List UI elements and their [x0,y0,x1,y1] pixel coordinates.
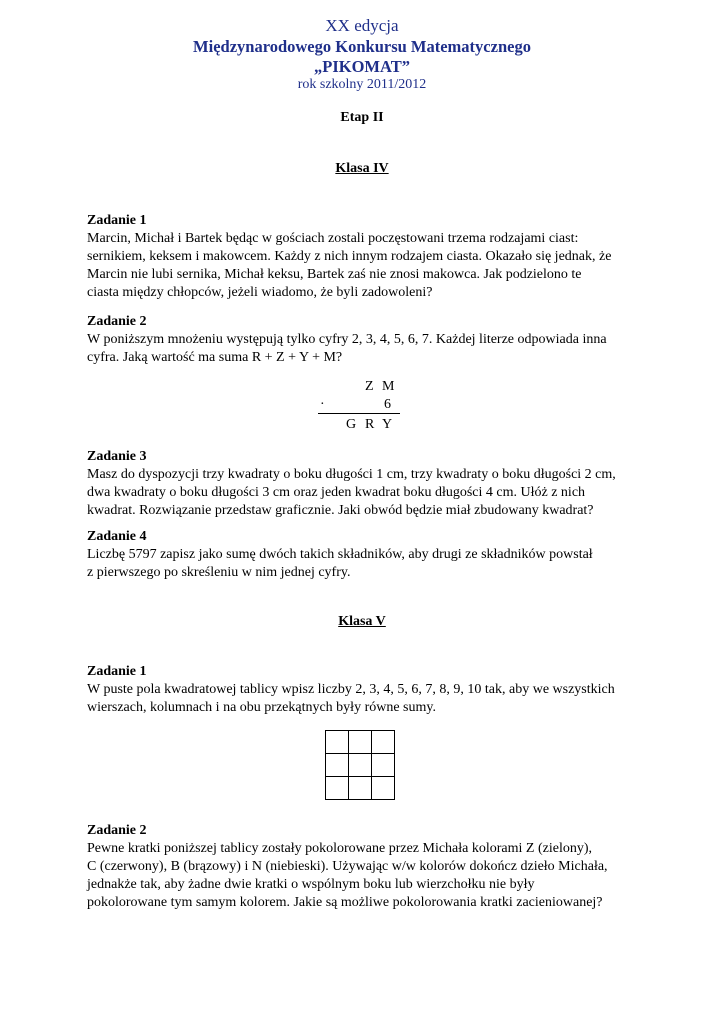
grid-cell [372,777,395,800]
task-line: Marcin, Michał i Bartek będąc w gościach zostali poczęstowani trzema rodzajami ciast: [87,231,579,246]
task-line: z pierwszego po skreśleniu w nim jednej cyfry. [87,565,351,580]
school-year: rok szkolny 2011/2012 [297,77,427,92]
task-line: jednakże tak, aby żadne dwie kratki o wspólnym boku lub wierzchołku nie były [87,877,535,892]
grid-cell [326,731,349,754]
class5-task2 [87,822,647,912]
class4-task2 [87,313,647,367]
contest-title: Międzynarodowego Konkursu Matematycznego [193,37,531,56]
task-line: Marcin nie lubi sernika, Michał keksu, Bartek zaś nie znosi makowca. Jak podzielono te [87,267,582,282]
grid-cell [326,777,349,800]
digit-letter: R [365,417,375,432]
class5-task1 [87,663,647,717]
task-line: W puste pola kwadratowej tablicy wpisz liczby 2, 3, 4, 5, 6, 7, 8, 9, 10 tak, aby we wszystkich [87,682,615,697]
result-line [318,413,400,414]
task-line: dwa kwadraty o boku długości 3 cm oraz jeden kwadrat boku długości 4 cm. Ułóż z nich [87,485,586,500]
task-line: Liczbę 5797 zapisz jako sumę dwóch takich składników, aby drugi ze składników powstał [87,547,593,562]
task-line: C (czerwony), B (brązowy) i N (niebieski). Używając w/w kolorów dokończ dzieło Michała, [87,859,608,874]
grid-cell [349,754,372,777]
digit-letter: G [346,417,357,432]
task-line: kwadrat. Rozwiązanie przedstaw graficznie. Jaki obwód będzie miał zbudowany kwadrat? [87,503,594,518]
class4-task1 [87,212,647,302]
multiply-operator: · [320,397,325,412]
grid-cell [372,731,395,754]
task-title: Zadanie 2 [87,823,147,838]
magic-square-grid [325,730,395,800]
grid-cell [326,754,349,777]
grid-cell [349,731,372,754]
multiplier-digit: 6 [384,397,391,412]
class4-task4 [87,528,647,582]
class4-title: Klasa IV [335,161,389,176]
grid-cell [349,777,372,800]
contest-name: „PIKOMAT” [314,57,410,76]
task-line: pokolorowane tym samym kolorem. Jakie są możliwe pokolorowania kratki zacieniowanej? [87,895,603,910]
digit-letter: Y [382,417,393,432]
task-line: wierszach, kolumnach i na obu przekątnych były równe sumy. [87,700,436,715]
task-title: Zadanie 4 [87,529,147,544]
task-title: Zadanie 1 [87,664,147,679]
class4-task3 [87,448,647,520]
multiplication-puzzle [310,378,405,434]
grid-cell [372,754,395,777]
digit-letter: Z [365,379,374,394]
task-line: W poniższym mnożeniu występują tylko cyfry 2, 3, 4, 5, 6, 7. Każdej literze odpowiada inna [87,332,607,347]
stage-title: Etap II [340,110,384,125]
class5-title: Klasa V [338,614,386,629]
edition-title: XX edycja [325,16,399,35]
task-title: Zadanie 1 [87,213,147,228]
digit-letter: M [382,379,395,394]
task-line: Pewne kratki poniższej tablicy zostały pokolorowane przez Michała kolorami Z (zielony), [87,841,592,856]
task-title: Zadanie 2 [87,314,147,329]
task-line: sernikiem, keksem i makowcem. Każdy z nich innym rodzajem ciasta. Okazało się jednak, że [87,249,612,264]
task-line: Masz do dyspozycji trzy kwadraty o boku długości 1 cm, trzy kwadraty o boku długości 2 cm, [87,467,616,482]
task-line: cyfra. Jaką wartość ma suma R + Z + Y + M? [87,350,343,365]
task-line: ciasta między chłopców, jeżeli wiadomo, że byli zadowoleni? [87,285,433,300]
task-title: Zadanie 3 [87,449,147,464]
